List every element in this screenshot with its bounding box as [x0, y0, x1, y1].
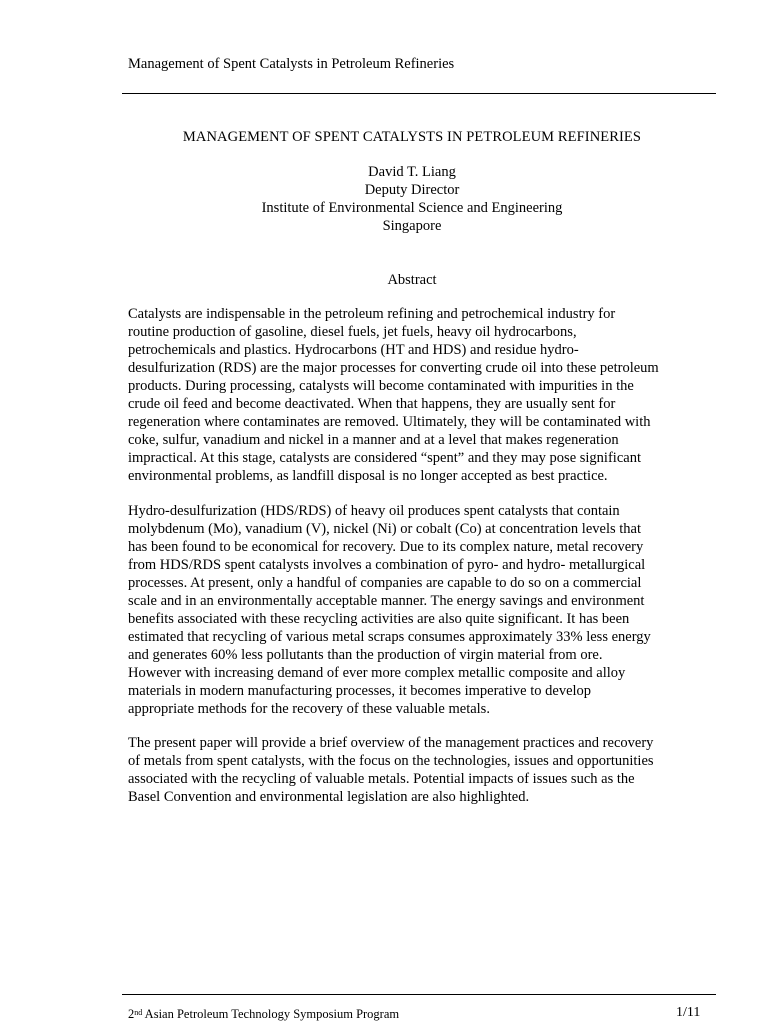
text-line: coke, sulfur, vanadium and nickel in a manner and at a level that makes regeneration [128, 432, 619, 448]
paper-title: MANAGEMENT OF SPENT CATALYSTS IN PETROLEUM REFINERIES [182, 129, 642, 145]
text-line: regeneration where contaminates are removed. Ultimately, they will be contaminated with [128, 414, 651, 430]
text-line: desulfurization (RDS) are the major processes for converting crude oil into these petroleum [128, 360, 659, 376]
text-line: routine production of gasoline, diesel fuels, jet fuels, heavy oil hydrocarbons, [128, 324, 577, 340]
page-number: 1/11 [676, 1005, 701, 1020]
text-line: environmental problems, as landfill disposal is no longer accepted as best practice. [128, 468, 608, 484]
header-divider [122, 93, 716, 94]
text-line: benefits associated with these recycling activities are also quite significant. It has been [128, 611, 630, 627]
text-line: However with increasing demand of ever more complex metallic composite and alloy [128, 665, 626, 681]
text-line: from HDS/RDS spent catalysts involves a combination of pyro- and hydro- metallurgical [128, 557, 646, 573]
footer-divider [122, 994, 716, 995]
text-line: and generates 60% less pollutants than the production of virgin material from ore. [128, 647, 603, 663]
footer-program-name: Asian Petroleum Technology Symposium Program [142, 1007, 400, 1021]
author-block [122, 163, 702, 235]
text-line: molybdenum (Mo), vanadium (V), nickel (Ni) or cobalt (Co) at concentration levels that [128, 521, 641, 537]
abstract-paragraph-2 [128, 502, 708, 718]
author-position: Deputy Director [364, 182, 460, 198]
footer-ordinal-number: 2 [128, 1007, 135, 1021]
text-line: materials in modern manufacturing processes, it becomes imperative to develop [128, 683, 592, 699]
author-institution: Institute of Environmental Science and Engineering [261, 200, 563, 216]
abstract-paragraph-3 [128, 734, 708, 806]
text-line: has been found to be economical for recovery. Due to its complex nature, metal recovery [128, 539, 644, 555]
text-line: The present paper will provide a brief overview of the management practices and recovery [128, 735, 654, 751]
author-name: David T. Liang [368, 164, 456, 180]
text-line: appropriate methods for the recovery of these valuable metals. [128, 701, 490, 717]
text-line: products. During processing, catalysts will become contaminated with impurities in the [128, 378, 634, 394]
text-line: Hydro-desulfurization (HDS/RDS) of heavy oil produces spent catalysts that contain [128, 503, 620, 519]
text-line: scale and in an environmentally acceptable manner. The energy savings and environment [128, 593, 645, 609]
text-line: Basel Convention and environmental legislation are also highlighted. [128, 789, 530, 805]
footer-ordinal-suffix: nd [134, 1008, 143, 1017]
text-line: associated with the recycling of valuable metals. Potential impacts of issues such as the [128, 771, 635, 787]
text-line: estimated that recycling of various metal scraps consumes approximately 33% less energy [128, 629, 651, 645]
text-line: petrochemicals and plastics. Hydrocarbons (HT and HDS) and residue hydro- [128, 342, 579, 358]
footer-program [128, 1006, 399, 1022]
text-line: crude oil feed and become deactivated. When that happens, they are usually sent for [128, 396, 616, 412]
text-line: of metals from spent catalysts, with the focus on the technologies, issues and opportunities [128, 753, 654, 769]
text-line: impractical. At this stage, catalysts are considered “spent” and they may pose significant [128, 450, 641, 466]
running-header: Management of Spent Catalysts in Petroleum Refineries [128, 56, 455, 72]
author-location: Singapore [382, 218, 442, 234]
text-line: processes. At present, only a handful of companies are capable to do so on a commercial [128, 575, 642, 591]
abstract-heading: Abstract [387, 272, 437, 288]
abstract-paragraph-1 [128, 305, 708, 485]
text-line: Catalysts are indispensable in the petroleum refining and petrochemical industry for [128, 306, 616, 322]
